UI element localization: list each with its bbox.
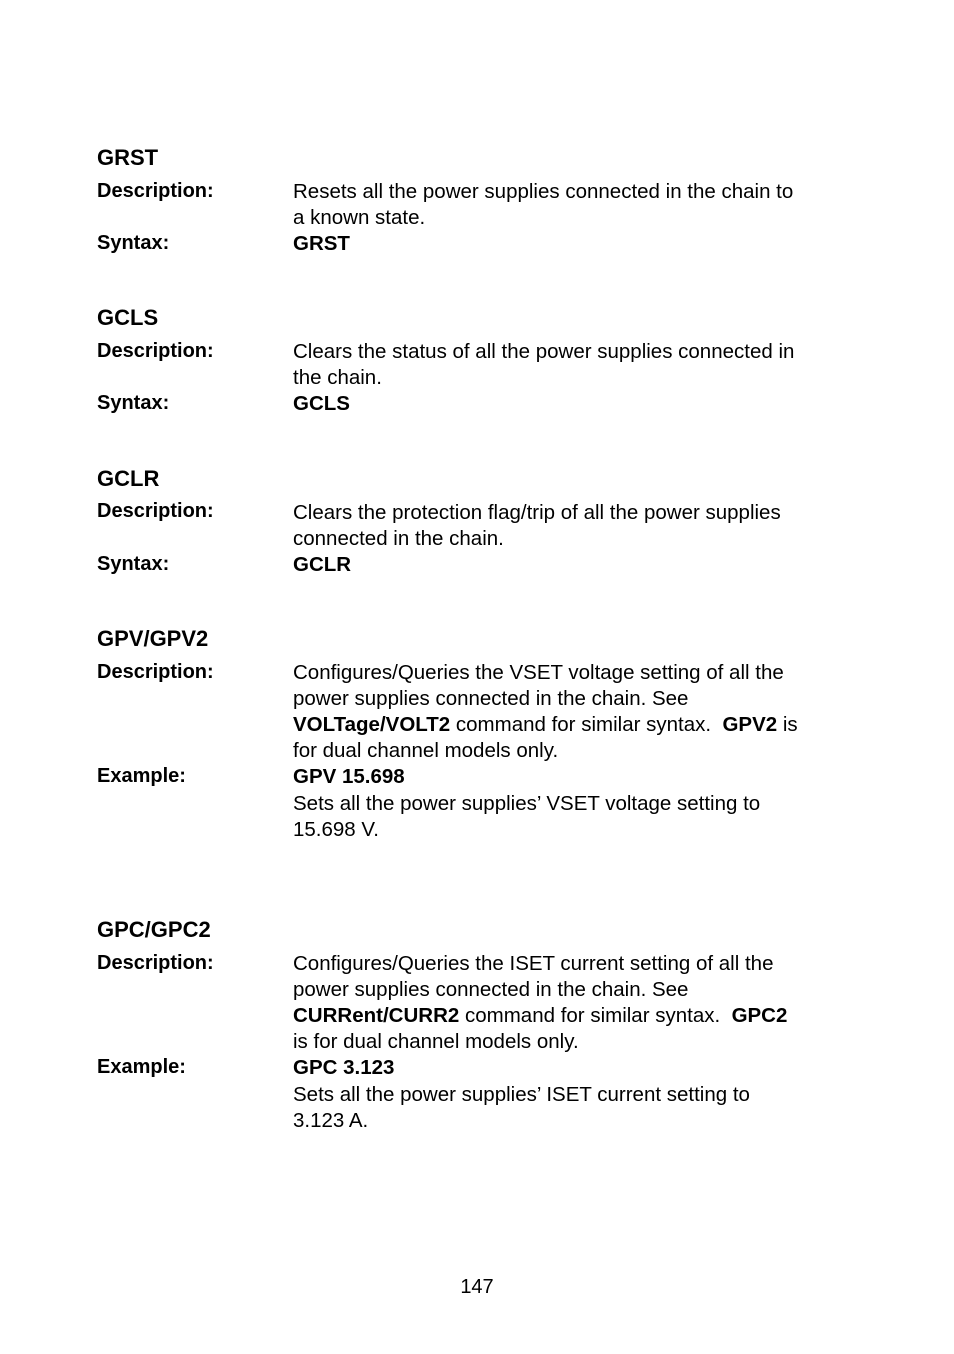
description-label: Description: — [97, 952, 214, 974]
section-title-gpv: GPV/GPV2 — [97, 626, 209, 651]
example-description: Sets all the power supplies’ ISET current setting to — [293, 1083, 750, 1106]
description-label: Description: — [97, 500, 214, 522]
syntax-value: GCLR — [293, 553, 352, 576]
description-line — [293, 1004, 787, 1028]
description-line: connected in the chain. — [293, 527, 504, 550]
description-line: power supplies connected in the chain. See — [293, 687, 689, 710]
description-line: the chain. — [293, 366, 382, 389]
description-line: is for dual channel models only. — [293, 1030, 579, 1053]
command-reference: CURRent/CURR2 — [293, 1004, 460, 1027]
command-reference: GPV2 — [722, 713, 778, 736]
example-command: GPC 3.123 — [293, 1056, 395, 1079]
section-title-grst: GRST — [97, 145, 159, 170]
description-line: Configures/Queries the ISET current setting of all the — [293, 952, 774, 975]
description-text: command for similar syntax. — [450, 713, 723, 736]
example-label: Example: — [97, 765, 186, 787]
description-line: Clears the status of all the power supplies connected in — [293, 340, 795, 363]
description-line: Configures/Queries the VSET voltage setting of all the — [293, 661, 784, 684]
syntax-label: Syntax: — [97, 392, 170, 414]
description-label: Description: — [97, 340, 214, 362]
syntax-value: GRST — [293, 232, 350, 255]
description-line: a known state. — [293, 206, 426, 229]
example-label: Example: — [97, 1056, 186, 1078]
example-description: 15.698 V. — [293, 818, 379, 841]
syntax-label: Syntax: — [97, 232, 170, 254]
description-line: power supplies connected in the chain. See — [293, 978, 689, 1001]
example-description: 3.123 A. — [293, 1109, 369, 1132]
description-label: Description: — [97, 180, 214, 202]
section-title-gpc: GPC/GPC2 — [97, 917, 211, 942]
syntax-label: Syntax: — [97, 553, 170, 575]
description-line — [293, 713, 798, 737]
example-description: Sets all the power supplies’ VSET voltage setting to — [293, 792, 761, 815]
syntax-value: GCLS — [293, 392, 350, 415]
section-title-gcls: GCLS — [97, 305, 159, 330]
command-reference: VOLTage/VOLT2 — [293, 713, 451, 736]
description-label: Description: — [97, 661, 214, 683]
description-text: command for similar syntax. — [459, 1004, 732, 1027]
description-line: Resets all the power supplies connected in the chain to — [293, 180, 794, 203]
example-command: GPV 15.698 — [293, 765, 405, 788]
description-line: Clears the protection flag/trip of all the power supplies — [293, 501, 781, 524]
page-number: 147 — [460, 1276, 494, 1298]
section-title-gclr: GCLR — [97, 466, 160, 491]
description-line: for dual channel models only. — [293, 739, 559, 762]
description-text: is — [777, 713, 798, 736]
command-reference: GPC2 — [731, 1004, 788, 1027]
